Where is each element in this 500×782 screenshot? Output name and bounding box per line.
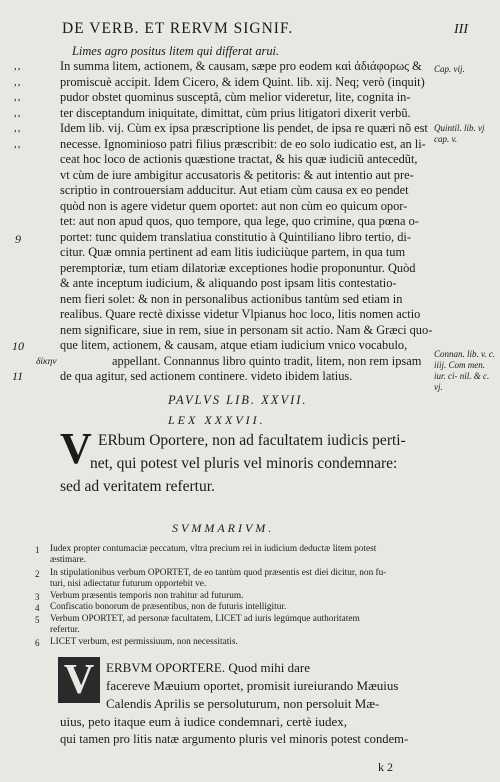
body-line: quòd non is agere videtur quem oportet: aut non cùm eo quicum opor-	[60, 198, 408, 213]
page-number: III	[454, 22, 468, 37]
body-line: Idem lib. vij. Cùm ex ipsa præscriptione lis pendet, de ipsa re quæri nõ est	[60, 121, 428, 135]
body-line: de qua agitur, sed actionem continere. videto ibidem latius.	[60, 369, 353, 383]
lex-initial: V	[60, 424, 92, 473]
summary-line: turi, nisi adiectatur futurum opportebit ve.	[50, 579, 207, 589]
final-line: ERBVM OPORTERE. Quod mihi dare	[106, 660, 310, 675]
summary-line: æstimare.	[50, 555, 86, 565]
margin-note: Connan. lib. v. c. iiij. Com men. iur. ci- nil. & c. vj.	[434, 349, 496, 392]
quote-mark: ,,	[14, 60, 22, 72]
summary-number: 6	[35, 638, 40, 648]
body-line: & ante inceptum iudicium, & aliquando post ipsam litis contestatio-	[60, 276, 397, 290]
body-line: pudor obstet quominus susceptâ, cùm melior videretur, lite, cognita in-	[60, 90, 411, 104]
lex-heading: LEX XXXVII.	[168, 413, 266, 427]
summary-line: Verbum præsentis temporis non trahitur ad futurum.	[50, 591, 244, 601]
line-number: 11	[12, 369, 24, 383]
margin-note: Cap. vij.	[434, 64, 465, 74]
body-line: ceat hoc loco de actionis quæstione tractat, & his quæ iudiciũ antecedũt,	[60, 152, 418, 166]
decorated-initial-letter: V	[63, 657, 95, 703]
body-line: citur. Quæ omnia pertinent ad eam litis iudiciùque partem, in qua tum	[60, 245, 406, 259]
running-header: DE VERB. ET RERVM SIGNIF.	[62, 20, 294, 37]
summary-line: Iudex propter contumaciæ peccatum, vltra precium rei in iudicium deductæ litem potest	[50, 544, 377, 554]
line-number: 10	[12, 339, 24, 353]
body-line: vt cùm de iure ambigitur accusatoris & petitoris: & aut intentio aut pre-	[60, 167, 414, 182]
body-line: nem significare, siue in rem, siue in personam sit actio. Nam & Græci quo-	[60, 322, 432, 337]
margin-note: Quintil. lib. vj cap. v.	[434, 123, 485, 144]
summary-number: 5	[35, 615, 40, 625]
decorated-initial	[58, 657, 100, 703]
body-line: scriptio in controuersiam adducitur. Aut etiam cùm causa ex eo pendet	[60, 183, 409, 197]
body-line: necesse. Ignominioso patri filius præscribit: de eo solo iudicatio est, an li-	[60, 136, 426, 151]
final-line: qui tamen pro litis natæ argumento pluris vel minoris potest condem-	[60, 732, 409, 746]
quote-mark: ,,	[14, 107, 22, 119]
body-line: que litem, actionem, & causam, atque etiam iudicium vnico vocabulo,	[60, 338, 408, 352]
author-heading: PAVLVS LIB. XXVII.	[168, 393, 308, 407]
summary-number: 4	[35, 603, 40, 613]
final-line: Calendis Aprilis se persoluturum, non persoluit Mæ-	[106, 696, 380, 711]
lex-line: ERbum Oportere, non ad facultatem iudicis perti-	[98, 432, 406, 449]
summary-line: Confiscatio bonorum de præsentibus, non de futuris intelligitur.	[50, 602, 287, 612]
summary-line: LICET verbum, est permissiuum, non necessitatis.	[50, 637, 238, 647]
summarium-heading: SVMMARIVM.	[172, 521, 275, 535]
lex-line: sed ad veritatem refertur.	[60, 478, 215, 495]
quote-mark: ,,	[14, 76, 22, 88]
final-line: uius, peto itaque eum à iudice condemnari, certè iudex,	[60, 714, 347, 729]
quote-mark: ,,	[14, 138, 22, 150]
final-line: facereve Mæuium oportet, promisit iureiurando Mæuius	[106, 678, 399, 693]
summary-line: refertur.	[50, 625, 80, 635]
lex-line: net, qui potest vel pluris vel minoris condemnare:	[90, 455, 398, 472]
summary-number: 1	[35, 545, 40, 555]
body-line: In summa litem, actionem, & causam, sæpe pro eodem καὶ ἀδιάφορως &	[60, 59, 422, 73]
body-line: promiscuè accipit. Idem Cicero, & idem Quint. lib. xij. Neq; verò (inquit)	[60, 74, 425, 89]
summary-number: 2	[35, 569, 40, 579]
summary-line: In stipulationibus verbum OPORTET, de eo tantùm quod præsentis est diei dicitur, non fu-	[50, 568, 387, 578]
body-line: peremptoriæ, tum etiam dilatoriæ exceptiones hodie proponuntur. Quòd	[60, 260, 416, 275]
body-line: realibus. Quare rectè dixisse videtur Vlpianus hoc loco, litis nomen actio	[60, 307, 421, 321]
body-line: appellant. Connannus libro quinto tradit, litem, non rem ipsam	[112, 353, 422, 368]
summary-line: Verbum OPORTET, ad personæ facultatem, LICET ad iuris legúmque authoritatem	[50, 614, 360, 624]
quote-mark: ,,	[14, 122, 22, 134]
body-line: tet: aut non apud quos, quo tempore, qua lege, quo crimine, qua pœna o-	[60, 214, 419, 228]
summary-number: 3	[35, 592, 40, 602]
body-line: portet: tunc quidem translatiua constitutio à Quintiliano libro tertio, di-	[60, 229, 411, 244]
verse-line: Limes agro positus litem qui differat arui.	[72, 44, 280, 58]
line-number: 9	[15, 232, 21, 246]
quote-mark: ,,	[14, 91, 22, 103]
body-line: nem fieri solet: & non in personalibus actionibus tantùm sed etiam in	[60, 291, 403, 306]
signature-mark: k 2	[378, 760, 393, 774]
body-line: ter disceptandum iniquitate, dimittat, cùm prius litigatori dixerit verbũ.	[60, 105, 411, 120]
greek-word: δίκην	[36, 357, 57, 367]
